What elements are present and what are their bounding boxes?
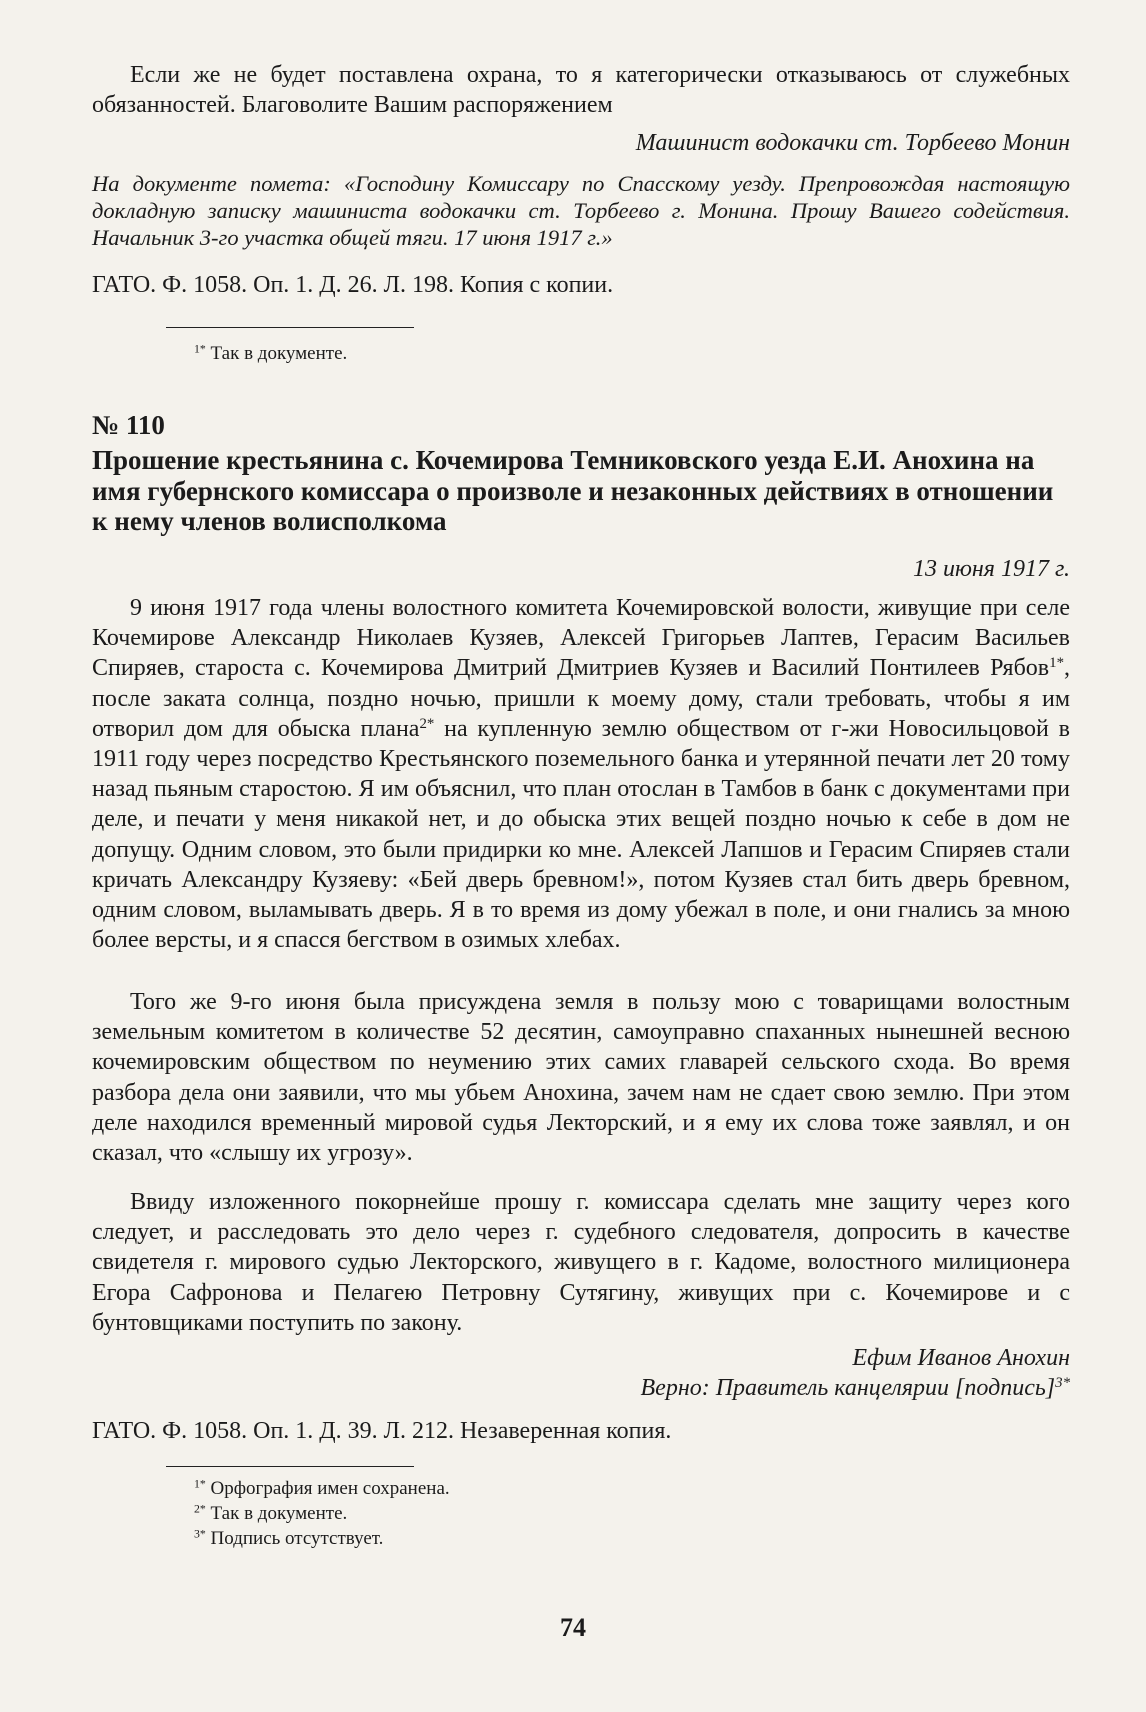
document-date: 13 июня 1917 г. — [912, 556, 1070, 582]
footnote-mark: 2* — [194, 1502, 206, 1516]
body-text: на купленную землю обществом от г-жи Новосильцовой в 1911 году через посредство Крестьянского поземельного банка и утерянной печати лет 20 тому назад пьяным старостою. Я им объяснил, что план отослан в Тамбов в банк с документами при деле, и печати у меня никакой нет, и до обыска этих вещей поздно ночью к себе в дом не допущу. Одним словом, это были придирки ко мне. Алексей Лапшов и Герасим Спиряев стали кричать Александру Кузяеву: «Бей дверь бревном!», потом Кузяев стал бить дверь бревном, одним словом, выламывать дверь. Я в то время из дому убежал в поле, и они гнались за мною более версты, и я спасся бегством в озимых хлебах. — [92, 715, 1071, 954]
footnote-text: Орфография имен сохранена. — [210, 1478, 450, 1499]
intro-source: ГАТО. Ф. 1058. Оп. 1. Д. 26. Л. 198. Копия с копии. — [92, 272, 614, 298]
page-number: 74 — [560, 1613, 586, 1642]
footnote-divider — [166, 1466, 414, 1467]
body-paragraph-3: Ввиду изложенного покорнейше прошу г. комиссара сделать мне защиту через кого следует, и расследовать это дело через г. судебного следователя, допросить в качестве свидетеля г. мирового судью Лекторского, живущего в г. Кадоме, волостного милиционера Егора Сафронова и Пелагею Петровну Сутягину, живущих при с. Кочемирове и с бунтовщиками поступить по закону. — [92, 1189, 1070, 1336]
body-text: , после заката солнца, поздно ночью, пришли к моему дому, стали требовать, чтобы я им отворил дом для обыска плана — [92, 655, 1070, 742]
document-source: ГАТО. Ф. 1058. Оп. 1. Д. 39. Л. 212. Незаверенная копия. — [92, 1418, 672, 1444]
footnote-ref: 1* — [1049, 655, 1064, 672]
footnote-mark: 1* — [194, 1477, 206, 1491]
footnote-text: Подпись отсутствует. — [210, 1528, 384, 1549]
footnote-2 — [194, 1501, 347, 1527]
footnote-3 — [194, 1526, 383, 1552]
verification-text: Верно: Правитель канцелярии [подпись] — [640, 1375, 1056, 1401]
footnote-1 — [194, 1476, 450, 1502]
footnote-divider — [166, 327, 414, 328]
document-number: № 110 — [92, 410, 165, 440]
intro-footnote — [194, 341, 347, 367]
footnote-ref: 2* — [419, 715, 435, 732]
footnote-mark: 1* — [194, 342, 206, 356]
intro-signature: Машинист водокачки ст. Торбеево Монин — [635, 130, 1070, 156]
footnote-ref: 3* — [1055, 1374, 1070, 1391]
body-paragraph-1 — [92, 593, 1070, 955]
footnote-mark: 3* — [194, 1527, 206, 1541]
body-paragraph-2: Того же 9-го июня была присуждена земля в пользу мою с товарищами волостным земельным комитетом в количестве 52 десятин, самоуправно спаханных нынешней весною кочемировским обществом по неумению этих самих главарей сельского схода. Во время разбора дела они заявили, что мы убьем Анохина, зачем нам не сдает свою землю. При этом деле находился временный мировой судья Лекторский, и я ему их слова тоже заявлял, и он сказал, что «слышу их угрозу». — [92, 989, 1070, 1167]
verification-line — [92, 1373, 1070, 1403]
intro-paragraph: Если же не будет поставлена охрана, то я категорически отказываюсь от служебных обязанностей. Благоволите Вашим распоряжением — [92, 62, 1070, 119]
archival-note: На документе помета: «Господину Комиссару по Спасскому уезду. Препровождая настоящую докладную записку машиниста водокачки ст. Торбеево г. Монина. Прошу Вашего содействия. Начальник 3-го участка общей тяги. 17 июня 1917 г.» — [92, 171, 1070, 250]
document-title: Прошение крестьянина с. Кочемирова Темниковского уезда Е.И. Анохина на имя губернского комиссара о произволе и незаконных действиях в отношении к нему членов волисполкома — [92, 445, 1054, 536]
body-text: 9 июня 1917 года члены волостного комитета Кочемировской волости, живущие при селе Кочемирове Александр Николаев Кузяев, Алексей Григорьев Лаптев, Герасим Васильев Спиряев, староста с. Кочемирова Дмитрий Дмитриев Кузяев и Василий Понтилеев Рябов — [92, 595, 1070, 682]
petitioner-signature: Ефим Иванов Анохин — [852, 1345, 1070, 1371]
footnote-text: Так в документе. — [210, 343, 348, 364]
footnote-text: Так в документе. — [210, 1503, 348, 1524]
